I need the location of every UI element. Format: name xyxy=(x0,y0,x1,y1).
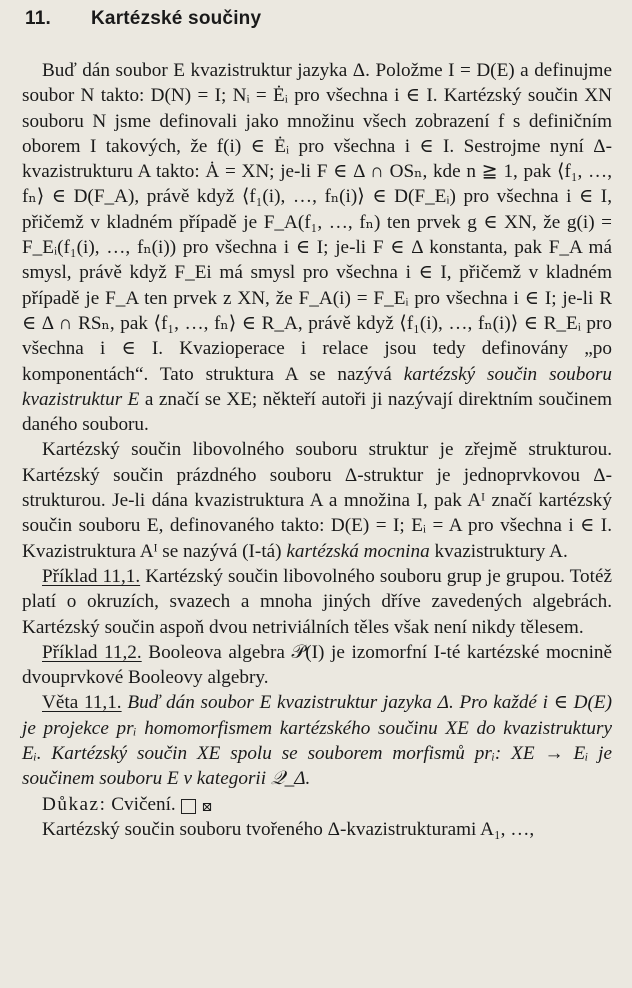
paragraph-definition-tail: a značí se XE; někteří autoři ji nazývají direktním součinem daného souboru. xyxy=(22,388,613,436)
section-title: Kartézské součiny xyxy=(91,8,262,29)
example-2-text: Booleova algebra 𝒫(I) je izomorfní I-té kartézské mocnině dvouprvkové Booleovy algebry. xyxy=(22,641,613,689)
proof-text: Cvičení. xyxy=(111,793,176,815)
proof xyxy=(22,792,612,817)
last-line xyxy=(22,817,612,842)
theorem xyxy=(22,690,612,791)
book-page xyxy=(22,0,614,988)
example-2-label: Příklad 11,2. xyxy=(42,641,142,663)
paragraph-power-tail: kvazistruktury A. xyxy=(434,540,568,562)
theorem-text: Buď dán soubor E kvazistruktur jazyka Δ. Pro každé i ∈ D(E) je projekce prᵢ homomorfismem kartézského součinu XE do kvazistruktury Eᵢ. Kartézský součin XE spolu se souborem morfismů prᵢ: XE → Eᵢ je součinem souboru E v kategorii 𝒬_Δ. xyxy=(22,692,613,790)
defined-term-power: kartézská mocnina xyxy=(286,540,430,562)
section-number: 11. xyxy=(25,8,51,29)
paragraph-definition-text: Buď dán soubor E kvazistruktur jazyka Δ. Položme I = D(E) a definujme soubor N takto: D(N) = I; Nᵢ = Ėᵢ pro všechna i ∈ I. Kartézský součin XN souboru N jsme definovali jako množinu všech zobrazení f s definičním oborem I takových, že f(i) ∈ Ėᵢ pro všechna i ∈ I. Sestrojme nyní Δ-kvazistrukturu A takto: Ȧ = XN; je-li F ∈ Δ ∩ OSₙ, kde n ≧ 1, pak ⟨f₁, …, fₙ⟩ ∈ D(F_A), právě když ⟨f₁(i), …, fₙ(i)⟩ ∈ D(F_Eᵢ) pro všechna i ∈ I, přičemž v kladném případě je F_A(f₁, …, fₙ) ten prvek g ∈ XN, že g(i) = F_Eᵢ(f₁(i), …, fₙ(i)) pro všechna i ∈ I; je-li F ∈ Δ konstanta, pak F_A má smysl, právě když F_Ei má smysl pro všechna i ∈ I, přičemž v kladném případě je F_A ten prvek z XN, že F_A(i) = F_Eᵢ pro všechna i ∈ I; je-li R ∈ Δ ∩ RSₙ, pak ⟨f₁, …, fₙ⟩ ∈ R_A, právě když ⟨f₁(i), …, fₙ(i)⟩ ∈ R_Eᵢ pro všechna i ∈ I. Kvazioperace i relace jsou tedy definovány „po komponentách“. Tato struktura A se nazývá xyxy=(22,60,612,385)
paragraph-power-text: Kartézský součin libovolného souboru struktur je zřejmě strukturou. Kartézský součin prázdného souboru Δ-struktur je jednoprvkovou Δ-strukturou. Je-li dána kvazistruktura A a množina I, pak Aᴵ značí kartézský součin souboru E, definovaného takto: D(E) = I; Eᵢ = A pro všechna i ∈ I. Kvazistruktura Aᴵ se nazývá (I-tá) xyxy=(22,439,612,562)
last-line-text: Kartézský součin souboru tvořeného Δ-kvazistrukturami A₁, …, xyxy=(42,818,535,840)
paragraph-power xyxy=(22,437,612,563)
example-2 xyxy=(22,640,612,691)
page-body xyxy=(22,58,612,842)
example-1 xyxy=(22,564,612,640)
paragraph-definition xyxy=(22,58,612,437)
proof-label: Důkaz: xyxy=(42,793,107,815)
example-1-text: Kartézský součin libovolného souboru grup je grupou. Totéž platí o okruzích, svazech a mnoha jiných dříve zavedených algebrách. Kartézský součin aspoň dvou netriviálních těles však není nikdy tělesem. xyxy=(22,565,613,638)
qed-box-icon: ⊠ xyxy=(181,799,196,814)
example-1-label: Příklad 11,1. xyxy=(42,565,141,587)
section-heading xyxy=(25,8,261,30)
defined-term: kartézský součin souboru kvazistruktur E xyxy=(22,363,613,410)
theorem-label: Věta 11,1. xyxy=(42,692,122,714)
